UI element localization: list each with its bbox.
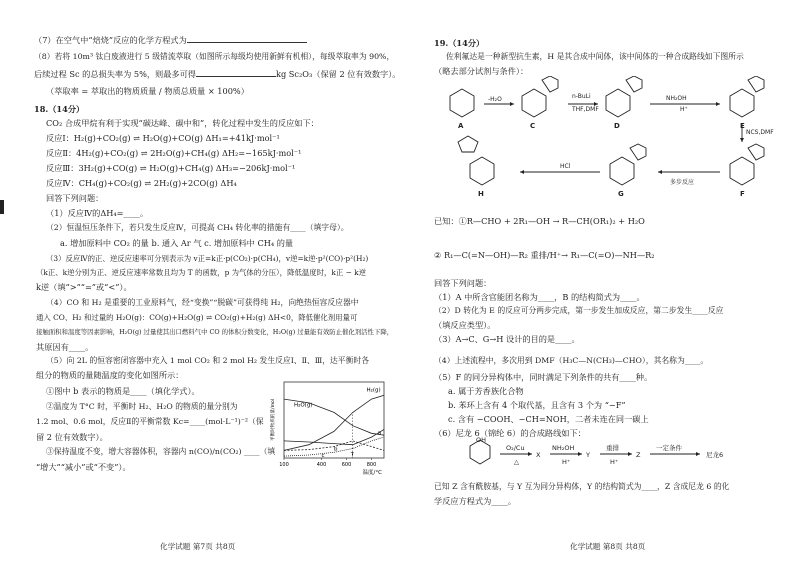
reagent-label: -H₂O (488, 96, 502, 103)
q19-3: （3）A→C、G→H 设计的目的是____。 (434, 334, 580, 344)
q19-6c: 学反应方程式为____。 (434, 496, 516, 506)
known-2: ② R₁—C(=N—OH)—R₂ 重排/H⁺→ R₁—C(=O)—NH—R₂ (434, 250, 655, 260)
reagent-label: n-BuLi (572, 93, 591, 100)
q19-intro: 佐利氟达是一种新型抗生素，H 是其合成中间体，该中间体的一种合成路线如下图所示 (446, 52, 744, 61)
q19-title: 19.（14分） (434, 38, 485, 48)
series-label-b: b (334, 446, 338, 453)
q18-5b: 组分的物质的量随温度的变化如图所示： (36, 370, 184, 380)
route-label: X (536, 451, 541, 459)
answer-prompt-19: 回答下列问题： (434, 278, 492, 288)
q19-4: （4）上述流程中，多次用到 DMF（H₃C—N(CH₃)—CHO），其名称为____。 (434, 356, 709, 365)
q19-5: （5）F 的同分异构体中，同时满足下列条件的共有____种。 (434, 372, 653, 382)
series-label-a: a (377, 430, 382, 437)
q17-8: （8）若将 10m³ 钛白废液进行 5 级错流萃取（如图所示每级均使用新鲜有机相），每级萃取率为 90%， (34, 52, 395, 61)
compound-label-F: F (740, 190, 745, 198)
route-label: OH (476, 436, 487, 444)
q19-intro2: （略去部分试剂与条件）： (434, 66, 529, 76)
equilibrium-chart (268, 376, 388, 476)
reagent-label: NH₂OH (666, 95, 687, 102)
q17-7: （7）在空气中“焙烧”反应的化学方程式为 (34, 34, 307, 45)
q18-1: （1）反应Ⅳ的ΔH₄=____。 (46, 208, 149, 218)
q19-1: （1）A 中所含官能团名称为____，B 的结构简式为____。 (434, 292, 645, 302)
q18-5-1: ①图中 b 表示的物质是____（填化学式）。 (46, 386, 200, 396)
q18-2-options: a. 增加原料中 CO₂ 的量 b. 通入 Ar 气 c. 增加原料中 CH₄ 的量 (60, 238, 294, 248)
page-right (400, 0, 800, 565)
q18-5: （5）向 2L 的恒容密闭容器中充入 1 mol CO₂ 和 2 mol H₂ 发生反应Ⅰ、Ⅱ、Ⅲ，达平衡时各 (46, 356, 369, 365)
q19-5b: b. 苯环上含有 4 个取代基，且含有 3 个为 “−F” (448, 400, 626, 410)
compound-label-C: C (530, 122, 536, 130)
route-label: Y (586, 451, 590, 459)
route-label: △ (514, 458, 519, 466)
route-label: NH₂OH (552, 444, 575, 452)
q18-4c: 接触面积和温度等因素影响，H₂O(g) 过量使其出口燃料气中 CO 的体积分数变化，H₂O(g) 过量能有效防止催化剂活性下降， (36, 328, 394, 336)
synthesis-scheme (430, 76, 790, 206)
reagent-label: HCl (560, 163, 571, 170)
q18-title: 18.（14分） (34, 104, 85, 114)
q19-6b: 已知 Z 含有酰胺基，与 Y 互为同分异构体，Y 的结构简式为____，Z 含成尼龙 6 的化 (434, 482, 730, 491)
route-label: 一定条件 (656, 444, 682, 452)
route-label: Z (636, 451, 641, 459)
series-label-H₂O(g): H₂O(g) (294, 402, 313, 409)
reagent-label: 多步反应 (670, 179, 695, 186)
q18-5-2c: 留 2 位有效数字）。 (36, 432, 108, 442)
q19-2b: （填反应类型）。 (434, 320, 496, 330)
q18-5-3: ③保持温度不变，增大容器体积，容器内 n(CO)/n(CO₂) ____（填 (46, 447, 276, 456)
q18-3c: k逆（填“>”“=”或“<”）。 (36, 282, 132, 292)
y-axis-label: 平衡时物质的量/mol (271, 398, 276, 442)
compound-label-H: H (478, 190, 484, 198)
q18-2: （2）恒温恒压条件下，若只发生反应Ⅳ，可提高 CH₄ 转化率的措施有____（填字母）。 (46, 223, 349, 232)
x-tick-label: 100 (279, 462, 289, 468)
q19-6: （6）尼龙 6（锦纶 6）的合成路线如下： (434, 428, 586, 438)
x-tick-label: 600 (341, 462, 352, 468)
route-label: H⁺ (610, 458, 619, 466)
q18-5-2b: 1.2 mol、0.6 mol，反应Ⅱ的平衡常数 Kc=____(mol·L⁻¹)⁻²（保 (36, 417, 264, 426)
q19-5a: a. 属于芳香族化合物 (448, 386, 524, 396)
extraction-formula: （萃取率 = 萃取出的物质质量 / 物质总质量 × 100%） (46, 86, 249, 96)
q18-4b: 通入 CO、H₂ 和过量的 H₂O(g)：CO(g)+H₂O(g) ⇌ CO₂(g)+H₂(g) ΔH<0，降低催化剂用量可 (36, 313, 358, 322)
route-label: 尼龙6 (706, 451, 724, 459)
reaction-3: 反应Ⅲ：3H₂(g)+CO(g) ⇌ H₂O(g)+CH₄(g) ΔH₃=−206kJ·mol⁻¹ (46, 163, 296, 173)
reaction-1: 反应Ⅰ：H₂(g)+CO₂(g) ⇌ H₂O(g)+CO(g) ΔH₁=+41kJ·mol⁻¹ (46, 133, 280, 143)
compound-label-D: D (614, 122, 620, 130)
q18-4d: 其原因有____。 (36, 342, 94, 352)
q18-3: （3）反应Ⅳ的正、逆反应速率可分别表示为 v正=k正·p(CO₂)·p(CH₄)，v逆=k逆·p²(CO)·p²(H₂) (46, 254, 369, 263)
reagent-label: NCS,DMF (746, 129, 774, 136)
reagent-label: THF,DMF (572, 106, 599, 113)
x-axis-label: 温度/°C (362, 470, 382, 476)
q18-5-3b: “增大”“减小”或“不变”）。 (36, 462, 131, 472)
route-label: 重排 (606, 444, 619, 452)
nylon-route (460, 436, 760, 472)
x-tick-label: 800 (366, 462, 377, 468)
answer-prompt: 回答下列问题： (46, 193, 104, 203)
x-tick-label: 400 (316, 462, 327, 468)
q18-intro: CO₂ 合成甲烷有利于实现“碳达峰、碳中和”，转化过程中发生的反应如下： (46, 118, 319, 128)
series-label-H₂(g): H₂(g) (366, 387, 381, 394)
footer-right: 化学试题 第8页 共8页 (570, 541, 646, 551)
series-label-c: c (321, 453, 325, 460)
reaction-2: 反应Ⅱ：4H₂(g)+CO₂(g) ⇌ 2H₂O(g)+CH₄(g) ΔH₂=−165kJ·mol⁻¹ (46, 148, 302, 158)
reaction-4: 反应Ⅳ：CH₄(g)+CO₂(g) ⇌ 2H₂(g)+2CO(g) ΔH₄ (46, 178, 237, 188)
compound-label-G: G (618, 190, 624, 198)
q19-5c: c. 含有 −COOH、−CH=NOH，二者未连在同一碳上 (448, 414, 649, 424)
q19-2: （2）D 转化为 E 的反应可分两步完成，第一步发生加成反应，第二步发生____反应 (434, 306, 724, 315)
q18-3b: （k正、k逆分别为正、逆反应速率常数且均为 T 的函数，p 为气体的分压），降低温度时，k正 − k逆 (36, 268, 367, 277)
annotation-label: T (350, 452, 354, 458)
route-label: O₂/Cu (506, 444, 525, 452)
compound-label-E: E (740, 122, 745, 130)
q18-5-2: ②温度为 T°C 时，平衡时 H₂、H₂O 的物质的量分别为 (46, 402, 238, 411)
compound-label-A: A (458, 122, 464, 130)
q17-8b: 后续过程 Sc 的总损失率为 5%，则最多可得 kg Sc₂O₃（保留 2 位有效数字）。 (34, 69, 401, 79)
route-label: H⁺ (562, 458, 571, 466)
known-1: 已知：①R—CHO + 2R₁—OH → R—CH(OR₁)₂ + H₂O (434, 216, 645, 226)
reagent-label: H⁺ (680, 106, 688, 113)
footer-left: 化学试题 第7页 共8页 (160, 541, 236, 551)
q18-4: （4）CO 和 H₂ 是重要的工业原料气，经“变换”“脱碳”可获得纯 H₂，向绝热恒容反应器中 (46, 298, 359, 307)
